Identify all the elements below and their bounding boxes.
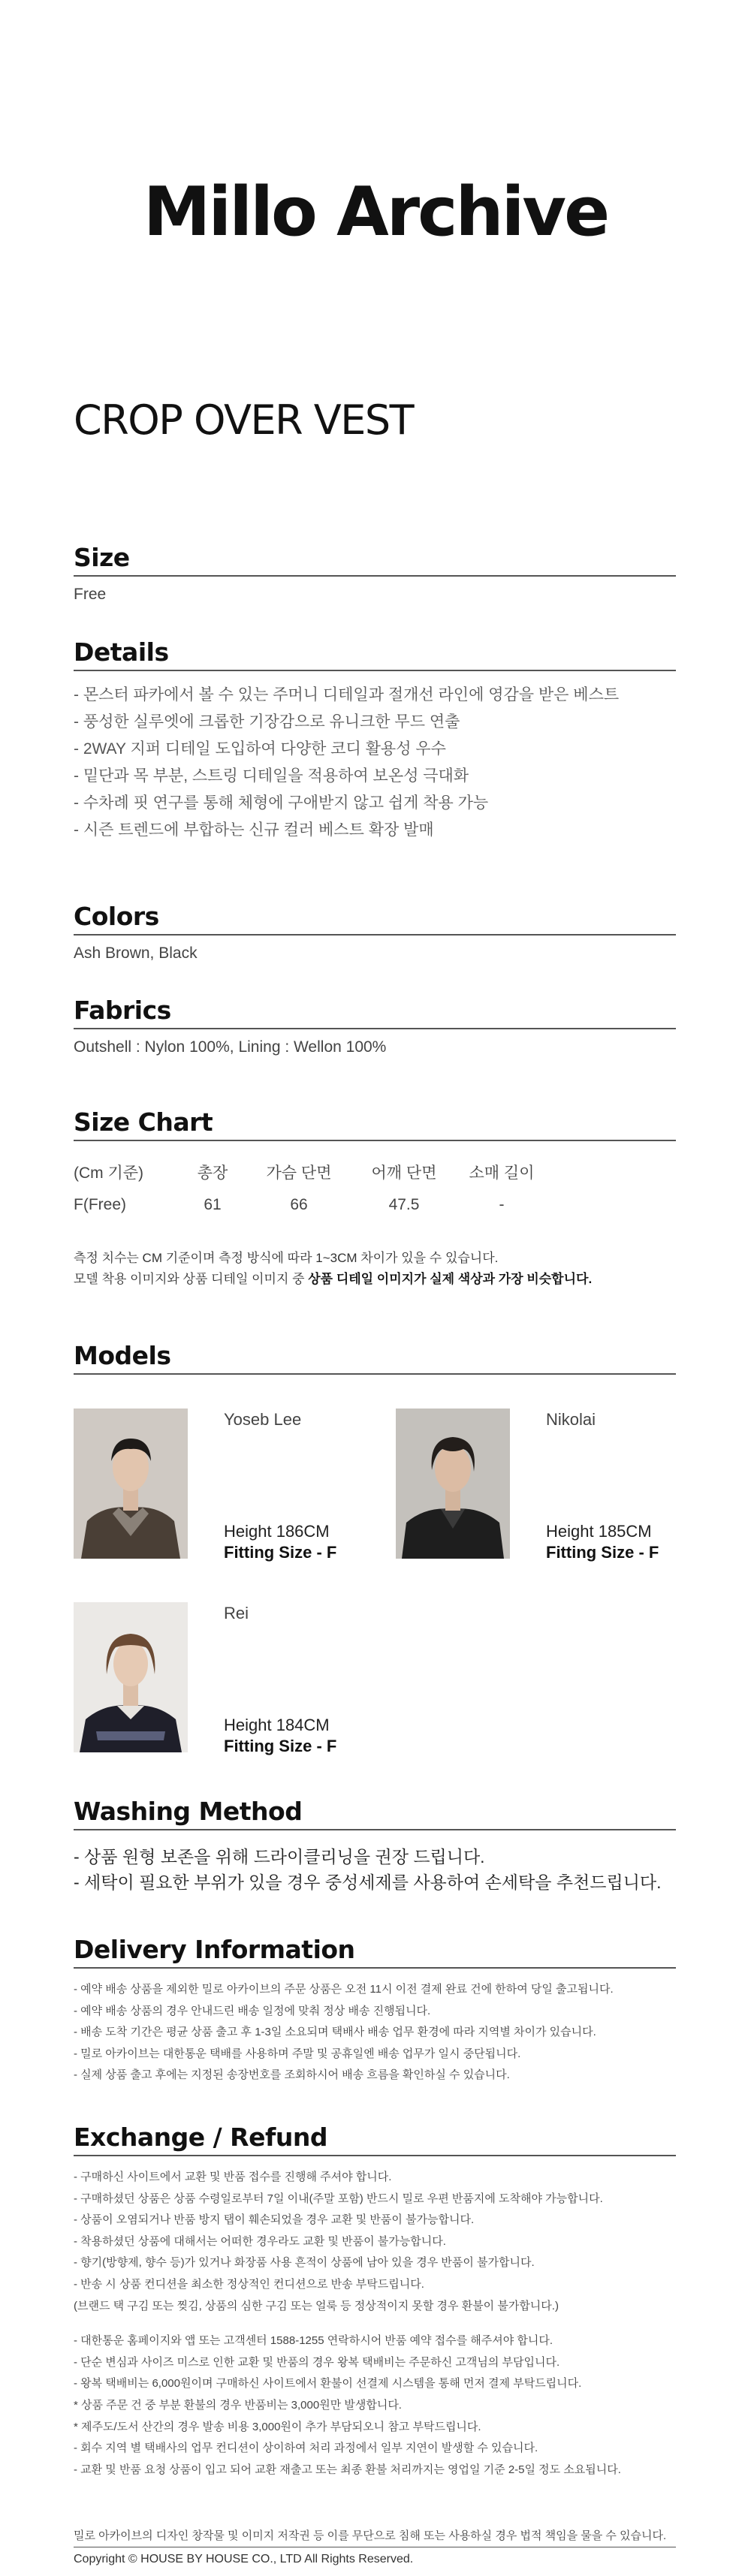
details-heading: Details — [74, 637, 676, 671]
model-name: Rei — [224, 1604, 249, 1622]
delivery-item: - 배송 도착 기간은 평균 상품 출고 후 1-3일 소요되며 택배사 배송 업무 환경에 따라 지역별 차이가 있습니다. — [74, 2026, 596, 2039]
details-section — [74, 637, 676, 844]
model-photo — [74, 1602, 188, 1752]
exchange-list-1 — [74, 2167, 676, 2317]
product-title: CROP OVER VEST — [74, 396, 414, 444]
exchange-item: - 회수 지역 별 택배사의 업무 컨디션이 상이하여 처리 과정에서 일부 지연이 발생할 수 있습니다. — [74, 2442, 538, 2455]
washing-heading: Washing Method — [74, 1796, 676, 1830]
fabrics-section — [74, 995, 676, 1061]
size-chart-note-prefix: 모델 착용 이미지와 상품 디테일 이미지 중 — [74, 1272, 309, 1286]
models-heading: Models — [74, 1340, 676, 1375]
exchange-item: - 향기(방향제, 향수 등)가 있거나 화장품 사용 흔적이 상품에 남아 있을 경우 반품이 불가합니다. — [74, 2256, 535, 2270]
delivery-section — [74, 1934, 676, 2086]
size-chart-note-line1: 측정 치수는 CM 기준이며 측정 방식에 따라 1~3CM 차이가 있을 수 있습니다. — [74, 1251, 499, 1265]
models-section — [74, 1340, 676, 1375]
model-card — [74, 1409, 359, 1566]
size-chart-header-row — [74, 1158, 676, 1189]
size-chart-note-bold: 상품 디테일 이미지가 실제 색상과 가장 비슷합니다. — [308, 1272, 593, 1286]
model-fitting-size: Fitting Size - F — [224, 1737, 337, 1755]
model-card — [74, 1602, 359, 1760]
delivery-item: - 예약 배송 상품의 경우 안내드린 배송 일정에 맞춰 정상 배송 진행됩니다. — [74, 2004, 431, 2017]
details-item: - 밑단과 목 부분, 스트링 디테일을 적용하여 보온성 극대화 — [74, 767, 469, 785]
size-section — [74, 542, 676, 608]
exchange-item: (브랜드 택 구김 또는 찢김, 상품의 심한 구김 또는 얼룩 등 정상적이지 못할 경우 환불이 불가합니다.) — [74, 2299, 559, 2312]
exchange-item: - 반송 시 상품 컨디션을 최소한 정상적인 컨디션으로 반송 부탁드립니다. — [74, 2277, 424, 2291]
washing-item: - 상품 원형 보존을 위해 드라이클리닝을 권장 드립니다. — [74, 1847, 485, 1866]
size-chart-cell: 47.5 — [388, 1196, 420, 1213]
size-chart-row — [74, 1189, 676, 1221]
exchange-item: - 단순 변심과 사이즈 미스로 인한 교환 및 반품의 경우 왕복 택배비는 주문하신 고객님의 부담입니다. — [74, 2355, 560, 2369]
exchange-item: * 상품 주문 건 중 부분 환불의 경우 반품비는 3,000원만 발생합니다. — [74, 2398, 402, 2412]
model-photo — [74, 1409, 188, 1559]
exchange-item: - 착용하셨던 상품에 대해서는 어떠한 경우라도 교환 및 반품이 불가능합니다. — [74, 2234, 446, 2248]
exchange-item: - 왕복 택배비는 6,000원이며 구매하신 사이트에서 환불이 선결제 시스템을 통해 먼저 결제 부탁드립니다. — [74, 2377, 582, 2391]
details-item: - 수차례 핏 연구를 통해 체형에 구애받지 않고 쉽게 착용 가능 — [74, 794, 489, 812]
exchange-item: - 교환 및 반품 요청 상품이 입고 되어 교환 재출고 또는 최종 환불 처리까지는 영업일 기준 2-5일 정도 소요됩니다. — [74, 2463, 621, 2476]
washing-item: - 세탁이 필요한 부위가 있을 경우 중성세제를 사용하여 손세탁을 추천드립니다. — [74, 1872, 662, 1892]
size-chart-heading: Size Chart — [74, 1107, 676, 1141]
delivery-item: - 실제 상품 출고 후에는 지정된 송장번호를 조회하시어 배송 흐름을 확인하실 수 있습니다. — [74, 2068, 510, 2082]
size-chart-cell: 66 — [290, 1196, 308, 1213]
size-chart-cell: 어깨 단면 — [371, 1164, 437, 1182]
details-list — [74, 682, 676, 844]
size-chart-note-line2 — [74, 1269, 676, 1290]
model-fitting-size: Fitting Size - F — [546, 1543, 659, 1562]
washing-section — [74, 1796, 676, 1895]
size-chart-note — [74, 1248, 676, 1290]
brand-logo: Millo Archive — [143, 173, 608, 252]
fabrics-value: Outshell : Nylon 100%, Lining : Wellon 100% — [74, 1038, 387, 1056]
model-fitting-size: Fitting Size - F — [224, 1543, 337, 1562]
copyright-text: Copyright © HOUSE BY HOUSE CO., LTD All Rights Reserved. — [74, 2553, 414, 2565]
exchange-list-2 — [74, 2330, 676, 2481]
size-chart-section — [74, 1107, 676, 1290]
exchange-heading: Exchange / Refund — [74, 2122, 676, 2156]
fabrics-heading: Fabrics — [74, 995, 676, 1029]
exchange-item: * 제주도/도서 산간의 경우 발송 비용 3,000원이 추가 부담되오니 참고 부탁드립니다. — [74, 2420, 481, 2433]
delivery-list — [74, 1979, 676, 2086]
exchange-item: - 상품이 오염되거나 반품 방지 탭이 훼손되었을 경우 교환 및 반품이 불가능합니다. — [74, 2213, 475, 2227]
details-item: - 시즌 트렌드에 부합하는 신규 컬러 베스트 확장 발매 — [74, 821, 434, 839]
size-chart-cell: 소매 길이 — [469, 1164, 535, 1182]
delivery-item: - 밀로 아카이브는 대한통운 택배를 사용하며 주말 및 공휴일엔 배송 업무가 일시 중단됩니다. — [74, 2047, 521, 2060]
size-value: Free — [74, 586, 107, 603]
size-chart-cell: 총장 — [197, 1164, 228, 1182]
model-height: Height 185CM — [546, 1522, 652, 1541]
size-chart-cell: (Cm 기준) — [74, 1164, 144, 1182]
exchange-section — [74, 2122, 676, 2481]
model-height: Height 186CM — [224, 1522, 330, 1541]
model-height: Height 184CM — [224, 1716, 330, 1734]
size-chart-cell: F(Free) — [74, 1196, 126, 1213]
size-heading: Size — [74, 542, 676, 577]
washing-list — [74, 1844, 676, 1895]
copyright-notice: 밀로 아카이브의 디자인 창작물 및 이미지 저작권 등 이를 무단으로 침해 또는 사용하실 경우 법적 책임을 물을 수 있습니다. — [74, 2529, 667, 2542]
colors-value: Ash Brown, Black — [74, 945, 198, 962]
model-card — [396, 1409, 681, 1566]
colors-section — [74, 901, 676, 967]
size-chart-table — [74, 1158, 676, 1221]
model-name: Yoseb Lee — [224, 1410, 302, 1429]
size-chart-cell: 가슴 단면 — [266, 1164, 332, 1182]
delivery-heading: Delivery Information — [74, 1934, 676, 1969]
model-name: Nikolai — [546, 1410, 596, 1429]
exchange-item: - 구매하신 사이트에서 교환 및 반품 접수를 진행해 주셔야 합니다. — [74, 2171, 392, 2183]
exchange-item: - 구매하셨던 상품은 상품 수령일로부터 7일 이내(주말 포함) 반드시 밀로 우편 반품지에 도착해야 가능합니다. — [74, 2192, 603, 2205]
colors-heading: Colors — [74, 901, 676, 935]
size-chart-cell: 61 — [204, 1196, 222, 1213]
size-chart-cell: - — [499, 1196, 505, 1213]
details-item: - 풍성한 실루엣에 크롭한 기장감으로 유니크한 무드 연출 — [74, 713, 460, 731]
model-photo — [396, 1409, 510, 1559]
exchange-item: - 대한통운 홈페이지와 앱 또는 고객센터 1588-1255 연락하시어 반품 예약 접수를 해주셔야 합니다. — [74, 2334, 553, 2348]
delivery-item: - 예약 배송 상품을 제외한 밀로 아카이브의 주문 상품은 오전 11시 이전 결제 완료 건에 한하여 당일 출고됩니다. — [74, 1983, 614, 1996]
details-item: - 몬스터 파카에서 볼 수 있는 주머니 디테일과 절개선 라인에 영감을 받은 베스트 — [74, 686, 620, 704]
details-item: - 2WAY 지퍼 디테일 도입하여 다양한 코디 활용성 우수 — [74, 740, 446, 758]
